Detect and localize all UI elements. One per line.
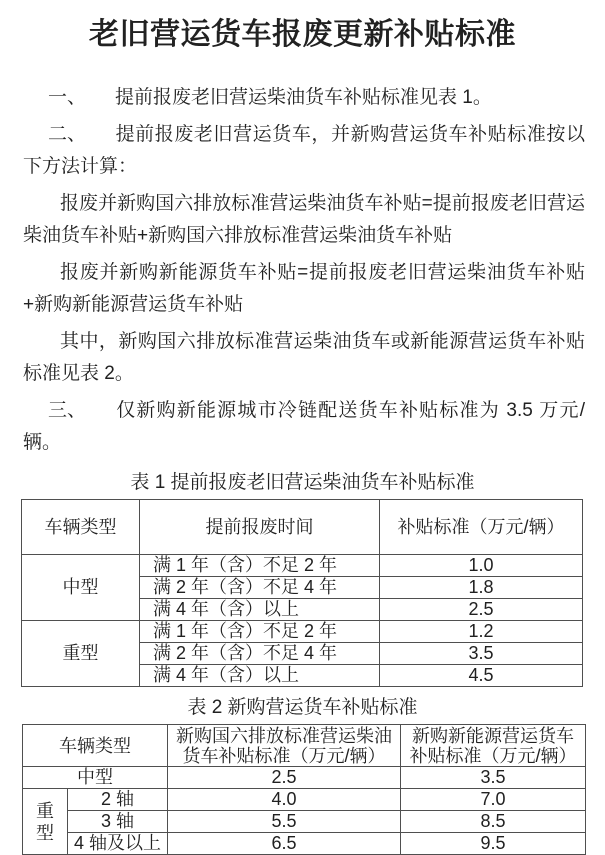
cell-axle-type: 4 轴及以上 bbox=[68, 833, 168, 855]
paragraph-formula-diesel: 报废并新购国六排放标准营运柴油货车补贴=提前报废老旧营运柴油货车补贴+新购国六排放标准营运柴油货车补贴 bbox=[23, 193, 585, 246]
table-row bbox=[23, 789, 586, 811]
paragraph-text: 提前报废老旧营运货车，并新购营运货车补贴标准按以下方法计算： bbox=[23, 124, 585, 177]
header-cell-new-energy-subsidy: 新购新能源营运货车补贴标准（万元/辆） bbox=[401, 725, 586, 767]
cell-vehicle-type-heavy: 重型 bbox=[22, 621, 140, 687]
cell-period: 满 1 年（含）不足 2 年 bbox=[140, 555, 380, 577]
table-row bbox=[23, 833, 586, 855]
table2-caption: 表 2 新购营运货车补贴标准 bbox=[187, 697, 418, 718]
table-row bbox=[22, 555, 583, 577]
cell-period: 满 2 年（含）不足 4 年 bbox=[140, 643, 380, 665]
cell-value: 1.8 bbox=[380, 577, 583, 599]
table-row bbox=[22, 621, 583, 643]
cell-vehicle-type-medium: 中型 bbox=[23, 767, 168, 789]
paragraph-number: 三、 bbox=[48, 400, 87, 421]
cell-value: 3.5 bbox=[380, 643, 583, 665]
table2-new-purchase-subsidy bbox=[22, 724, 586, 855]
cell-new-energy-value: 7.0 bbox=[401, 789, 586, 811]
paragraph-text: 仅新购新能源城市冷链配送货车补贴标准为 3.5 万元/辆。 bbox=[23, 400, 585, 453]
cell-value: 2.5 bbox=[380, 599, 583, 621]
table-row bbox=[23, 811, 586, 833]
table1-caption: 表 1 提前报废老旧营运柴油货车补贴标准 bbox=[130, 472, 475, 493]
table-row bbox=[23, 767, 586, 789]
cell-diesel-value: 6.5 bbox=[168, 833, 401, 855]
cell-diesel-value: 2.5 bbox=[168, 767, 401, 789]
cell-period: 满 2 年（含）不足 4 年 bbox=[140, 577, 380, 599]
document-page bbox=[0, 14, 605, 853]
cell-axle-type: 2 轴 bbox=[68, 789, 168, 811]
paragraph-text: 提前报废老旧营运柴油货车补贴标准见表 1。 bbox=[115, 87, 492, 108]
cell-diesel-value: 5.5 bbox=[168, 811, 401, 833]
table-header-row bbox=[23, 725, 586, 767]
cell-value: 4.5 bbox=[380, 665, 583, 687]
header-cell-vehicle-type: 车辆类型 bbox=[23, 725, 168, 767]
cell-value: 1.0 bbox=[380, 555, 583, 577]
cell-period: 满 4 年（含）以上 bbox=[140, 665, 380, 687]
cell-new-energy-value: 9.5 bbox=[401, 833, 586, 855]
cell-new-energy-value: 8.5 bbox=[401, 811, 586, 833]
header-cell-subsidy-standard: 补贴标准（万元/辆） bbox=[380, 500, 583, 555]
paragraph-note: 其中，新购国六排放标准营运柴油货车或新能源营运货车补贴标准见表 2。 bbox=[23, 331, 585, 384]
cell-axle-type: 3 轴 bbox=[68, 811, 168, 833]
header-cell-diesel-subsidy: 新购国六排放标准营运柴油货车补贴标准（万元/辆） bbox=[168, 725, 401, 767]
cell-period: 满 4 年（含）以上 bbox=[140, 599, 380, 621]
cell-vehicle-type-heavy: 重型 bbox=[23, 789, 68, 855]
paragraph-formula-new-energy: 报废并新购新能源货车补贴=提前报废老旧营运柴油货车补贴+新购新能源营运货车补贴 bbox=[23, 262, 585, 315]
table1-scrap-subsidy bbox=[21, 499, 583, 687]
paragraph-number: 一、 bbox=[48, 87, 87, 108]
paragraph-number: 二、 bbox=[48, 124, 87, 145]
cell-period: 满 1 年（含）不足 2 年 bbox=[140, 621, 380, 643]
cell-diesel-value: 4.0 bbox=[168, 789, 401, 811]
paragraph-item-1 bbox=[23, 82, 585, 114]
cell-new-energy-value: 3.5 bbox=[401, 767, 586, 789]
paragraph-item-2 bbox=[23, 119, 585, 183]
header-cell-scrap-time: 提前报废时间 bbox=[140, 500, 380, 555]
cell-value: 1.2 bbox=[380, 621, 583, 643]
cell-vehicle-type-medium: 中型 bbox=[22, 555, 140, 621]
header-cell-vehicle-type: 车辆类型 bbox=[22, 500, 140, 555]
paragraph-item-3 bbox=[23, 395, 585, 459]
page-title: 老旧营运货车报废更新补贴标准 bbox=[89, 18, 516, 51]
table-header-row bbox=[22, 500, 583, 555]
body-paragraphs bbox=[23, 82, 585, 459]
